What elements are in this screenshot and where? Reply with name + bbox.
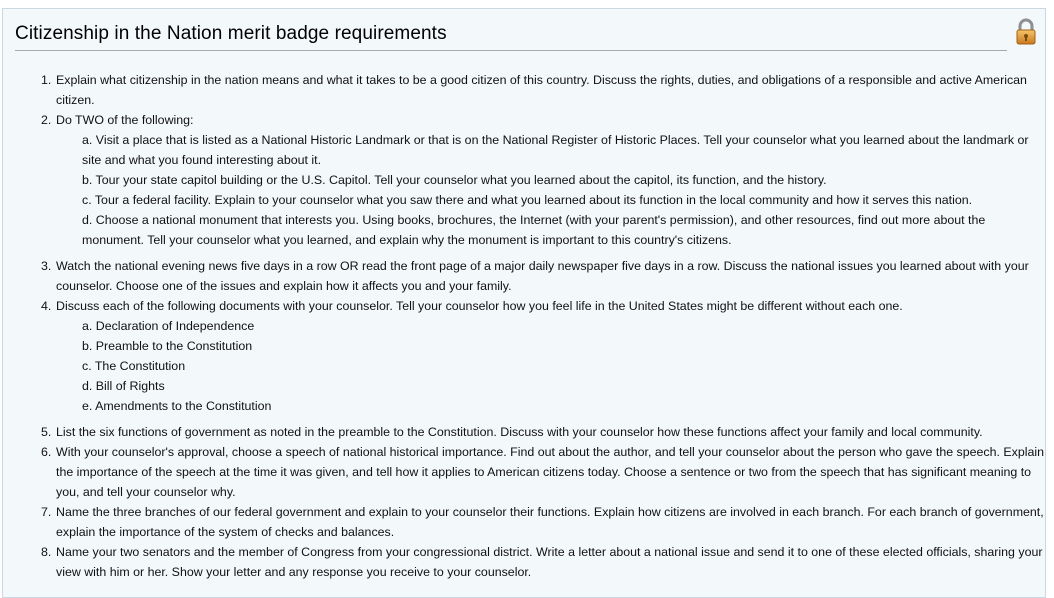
page-title: Citizenship in the Nation merit badge requirements — [15, 23, 447, 44]
sub-requirement-item: b. Tour your state capitol building or the U.S. Capitol. Tell your counselor what you learned about the capitol, its function, and the history. — [82, 173, 827, 187]
requirement-item — [41, 296, 1046, 422]
requirement-text: Watch the national evening news five days in a row OR read the front page of a major daily newspaper five days in a row. Discuss the national issues you learned about with your counselor. Choose one of the issues and explain how it affects you and your family. — [56, 259, 1029, 293]
sub-requirements-list — [56, 316, 1046, 422]
sub-requirement-item: e. Amendments to the Constitution — [82, 399, 272, 413]
sub-requirement-item: b. Preamble to the Constitution — [82, 339, 253, 353]
requirement-number: 1. — [41, 73, 52, 87]
title-divider — [15, 50, 1007, 51]
requirement-item — [41, 422, 1046, 442]
requirement-text: Explain what citizenship in the nation means and what it takes to be a good citizen of this country. Discuss the rights, duties, and obligations of a responsible and active American citizen. — [56, 73, 1027, 107]
sub-requirement-item: c. Tour a federal facility. Explain to your counselor what you saw there and what you learned about its function in the local community and how it serves this nation. — [82, 193, 973, 207]
requirement-number: 8. — [41, 545, 52, 559]
sub-requirement-item: d. Choose a national monument that interests you. Using books, brochures, the Internet (with your parent's permission), and other resources, find out more about the monument. Tell your counselor what you learned, and explain why the monument is important to this country's citizens. — [82, 213, 986, 247]
requirement-number: 7. — [41, 505, 52, 519]
sub-requirement-item: a. Visit a place that is listed as a National Historic Landmark or that is on the National Register of Historic Places. Tell your counselor what you learned about the landmark or site and what you found interesting about it. — [82, 133, 1029, 167]
requirement-text: Discuss each of the following documents with your counselor. Tell your counselor how you feel life in the United States might be different without each one. — [56, 299, 903, 313]
sub-requirement-item: c. The Constitution — [82, 359, 186, 373]
requirement-number: 6. — [41, 445, 52, 459]
requirement-text: Name the three branches of our federal government and explain to your counselor their functions. Explain how citizens are involved in each branch. For each branch of government, explain the importance of the system of checks and balances. — [56, 505, 1044, 539]
requirement-number: 5. — [41, 425, 52, 439]
requirement-number: 4. — [41, 299, 52, 313]
requirement-number: 2. — [41, 113, 52, 127]
sub-requirement-item: d. Bill of Rights — [82, 379, 165, 393]
requirement-text: Do TWO of the following: — [56, 113, 194, 127]
requirement-text: With your counselor's approval, choose a speech of national historical importance. Find out about the author, and tell your counselor about the person who gave the speech. Explain the importance of the speech at the time it was given, and tell how it applies to American citizens today. Choose a sentence or two from the speech that has significant meaning to you, and tell your counselor why. — [56, 445, 1045, 499]
requirement-text: Name your two senators and the member of Congress from your congressional district. Write a letter about a national issue and send it to one of these elected officials, sharing your view with him or her. Show your letter and any response you receive to your counselor. — [56, 545, 1043, 579]
requirement-text: List the six functions of government as noted in the preamble to the Constitution. Discuss with your counselor how these functions affect your family and local community. — [56, 425, 983, 439]
requirement-item — [41, 542, 1046, 582]
sub-requirements-list — [56, 130, 1046, 256]
requirement-number: 3. — [41, 259, 52, 273]
requirement-item — [41, 110, 1046, 256]
sub-requirement-item: a. Declaration of Independence — [82, 319, 255, 333]
requirement-item — [41, 256, 1046, 296]
requirements-panel — [2, 8, 1046, 598]
padlock-icon[interactable] — [1015, 18, 1037, 46]
requirement-item — [41, 502, 1046, 542]
requirements-list — [41, 70, 1046, 582]
requirement-item — [41, 70, 1046, 110]
requirement-item — [41, 442, 1046, 502]
